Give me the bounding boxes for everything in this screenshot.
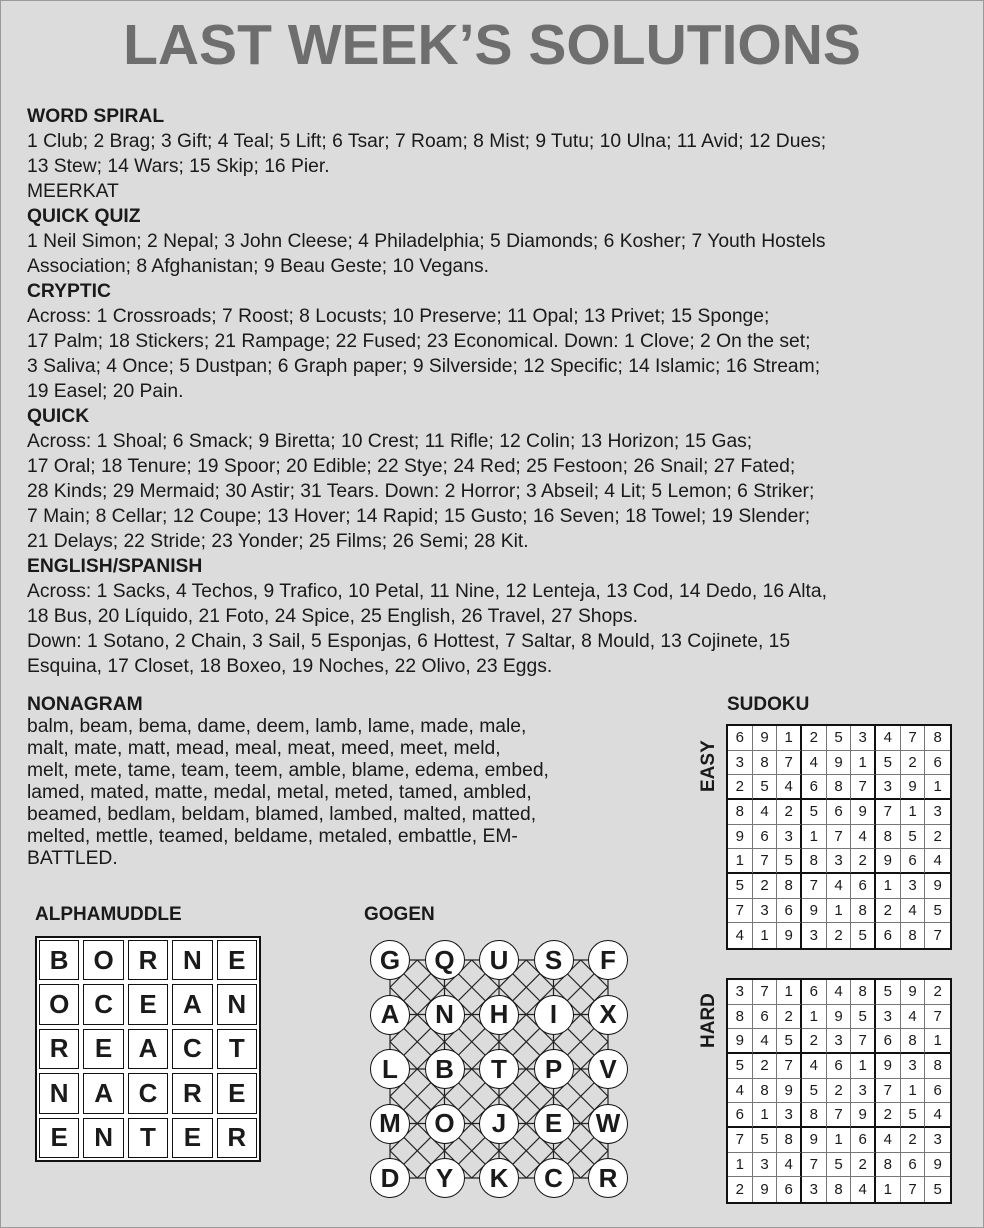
sudoku-cell: 3 xyxy=(876,775,901,800)
sudoku-cell: 3 xyxy=(851,1079,876,1104)
nonagram-line: melted, mettle, teamed, beldame, metaled, embattle, EM- xyxy=(27,826,518,847)
sudoku-cell: 9 xyxy=(802,899,827,924)
sudoku-cell: 2 xyxy=(827,923,852,948)
section-line: 17 Palm; 18 Stickers; 21 Rampage; 22 Fused; 23 Economical. Down: 1 Clove; 2 On the set; xyxy=(27,331,811,352)
nonagram-line: melt, mete, tame, team, teem, amble, blame, edema, embed, xyxy=(27,760,549,781)
sudoku-cell: 5 xyxy=(802,800,827,825)
sudoku-cell: 8 xyxy=(925,726,950,751)
sudoku-cell: 2 xyxy=(777,1005,802,1030)
sudoku-cell: 4 xyxy=(901,1005,926,1030)
sudoku-cell: 7 xyxy=(827,1103,852,1128)
gogen-node: F xyxy=(588,940,628,980)
sudoku-cell: 4 xyxy=(777,775,802,800)
sudoku-cell: 1 xyxy=(728,1153,753,1178)
sudoku-cell: 2 xyxy=(901,751,926,776)
alphamuddle-cell: R xyxy=(128,940,168,980)
sudoku-cell: 9 xyxy=(753,1177,778,1202)
sudoku-cell: 5 xyxy=(802,1079,827,1104)
sudoku-cell: 3 xyxy=(827,849,852,874)
gogen-node: A xyxy=(370,995,410,1035)
sudoku-cell: 5 xyxy=(753,1128,778,1153)
sudoku-cell: 6 xyxy=(851,1128,876,1153)
alphamuddle-cell: E xyxy=(128,984,168,1024)
sudoku-cell: 4 xyxy=(925,1103,950,1128)
section-line: 1 Neil Simon; 2 Nepal; 3 John Cleese; 4 Philadelphia; 5 Diamonds; 6 Kosher; 7 Youth Hostels xyxy=(27,231,826,252)
sudoku-cell: 3 xyxy=(728,751,753,776)
gogen-node: V xyxy=(588,1049,628,1089)
sudoku-cell: 8 xyxy=(851,899,876,924)
sudoku-cell: 1 xyxy=(802,825,827,850)
section-line: 13 Stew; 14 Wars; 15 Skip; 16 Pier. xyxy=(27,156,330,177)
sudoku-cell: 9 xyxy=(925,1153,950,1178)
sudoku-cell: 8 xyxy=(851,980,876,1005)
nonagram-section xyxy=(27,694,667,870)
sudoku-cell: 8 xyxy=(777,1128,802,1153)
sudoku-cell: 3 xyxy=(753,1153,778,1178)
sudoku-cell: 1 xyxy=(925,775,950,800)
sudoku-cell: 4 xyxy=(827,874,852,899)
sudoku-cell: 6 xyxy=(728,1103,753,1128)
alphamuddle-cell: O xyxy=(39,984,79,1024)
sudoku-hard-grid xyxy=(726,978,952,1204)
sudoku-cell: 8 xyxy=(876,825,901,850)
sudoku-cell: 5 xyxy=(728,874,753,899)
sudoku-cell: 1 xyxy=(777,726,802,751)
gogen-node: C xyxy=(534,1158,574,1198)
nonagram-line: balm, beam, bema, dame, deem, lamb, lame, made, male, xyxy=(27,716,527,737)
sudoku-cell: 3 xyxy=(925,800,950,825)
sudoku-cell: 7 xyxy=(777,1054,802,1079)
section-heading: WORD SPIRAL xyxy=(27,106,165,127)
section-line: Across: 1 Sacks, 4 Techos, 9 Trafico, 10 Petal, 11 Nine, 12 Lenteja, 13 Cod, 14 Dedo, 16 Alta, xyxy=(27,581,827,602)
nonagram-line: lamed, mated, matte, medal, metal, meted, tamed, ambled, xyxy=(27,782,532,803)
alphamuddle-cell: C xyxy=(83,984,123,1024)
sudoku-cell: 1 xyxy=(802,1005,827,1030)
sudoku-cell: 3 xyxy=(925,1128,950,1153)
alphamuddle-cell: R xyxy=(217,1118,257,1158)
section-line: Across: 1 Crossroads; 7 Roost; 8 Locusts; 10 Preserve; 11 Opal; 13 Privet; 15 Sponge; xyxy=(27,306,770,327)
sudoku-cell: 5 xyxy=(753,775,778,800)
sudoku-cell: 2 xyxy=(753,1054,778,1079)
sudoku-cell: 3 xyxy=(901,1054,926,1079)
sudoku-cell: 1 xyxy=(753,923,778,948)
sudoku-cell: 3 xyxy=(802,923,827,948)
section-line: 28 Kinds; 29 Mermaid; 30 Astir; 31 Tears. Down: 2 Horror; 3 Abseil; 4 Lit; 5 Lemon; 6 Striker; xyxy=(27,481,815,502)
section-line: Down: 1 Sotano, 2 Chain, 3 Sail, 5 Esponjas, 6 Hottest, 7 Saltar, 8 Mould, 13 Cojinete, 15 xyxy=(27,631,791,652)
sudoku-cell: 8 xyxy=(777,874,802,899)
sudoku-cell: 7 xyxy=(777,751,802,776)
sudoku-cell: 6 xyxy=(876,923,901,948)
gogen-node: D xyxy=(370,1158,410,1198)
sudoku-cell: 1 xyxy=(728,849,753,874)
sudoku-cell: 7 xyxy=(851,775,876,800)
sudoku-cell: 5 xyxy=(901,825,926,850)
alphamuddle-cell: N xyxy=(217,984,257,1024)
sudoku-cell: 9 xyxy=(753,726,778,751)
sudoku-cell: 1 xyxy=(753,1103,778,1128)
sudoku-cell: 1 xyxy=(876,1177,901,1202)
gogen-node: B xyxy=(425,1049,465,1089)
sudoku-cell: 1 xyxy=(901,1079,926,1104)
sudoku-cell: 6 xyxy=(901,849,926,874)
gogen-node: J xyxy=(479,1104,519,1144)
sudoku-cell: 2 xyxy=(851,849,876,874)
sudoku-cell: 2 xyxy=(802,1029,827,1054)
sudoku-cell: 1 xyxy=(851,1054,876,1079)
sudoku-cell: 8 xyxy=(827,775,852,800)
sudoku-cell: 5 xyxy=(933,1181,942,1199)
alphamuddle-cell: E xyxy=(217,940,257,980)
solutions-text xyxy=(27,104,967,679)
sudoku-hard-label: HARD xyxy=(698,993,719,1048)
sudoku-cell: 2 xyxy=(876,899,901,924)
sudoku-cell: 6 xyxy=(901,1153,926,1178)
sudoku-cell: 8 xyxy=(753,1079,778,1104)
sudoku-cell: 9 xyxy=(851,1103,876,1128)
sudoku-cell: 2 xyxy=(728,1177,753,1202)
gogen-node: N xyxy=(425,995,465,1035)
sudoku-cell: 3 xyxy=(827,1029,852,1054)
sudoku-cell: 5 xyxy=(876,751,901,776)
sudoku-cell: 4 xyxy=(728,923,753,948)
alphamuddle-cell: O xyxy=(83,940,123,980)
sudoku-cell: 7 xyxy=(901,1177,926,1202)
sudoku-cell: 9 xyxy=(876,1054,901,1079)
sudoku-cell: 7 xyxy=(933,927,942,945)
gogen-node: M xyxy=(370,1104,410,1144)
alphamuddle-cell: E xyxy=(172,1118,212,1158)
sudoku-cell: 8 xyxy=(876,1153,901,1178)
gogen-node: P xyxy=(534,1049,574,1089)
sudoku-cell: 1 xyxy=(851,751,876,776)
sudoku-easy-grid xyxy=(726,724,952,950)
sudoku-cell: 7 xyxy=(827,825,852,850)
sudoku-cell: 9 xyxy=(728,825,753,850)
sudoku-cell: 7 xyxy=(851,1029,876,1054)
section-line: 18 Bus, 20 Líquido, 21 Foto, 24 Spice, 25 English, 26 Travel, 27 Shops. xyxy=(27,606,638,627)
alphamuddle-cell: C xyxy=(172,1029,212,1069)
alphamuddle-cell: C xyxy=(128,1073,168,1113)
section-line: 19 Easel; 20 Pain. xyxy=(27,381,184,402)
sudoku-cell: 5 xyxy=(901,1103,926,1128)
sudoku-cell: 8 xyxy=(901,923,926,948)
sudoku-cell: 7 xyxy=(728,899,753,924)
sudoku-cell: 6 xyxy=(851,874,876,899)
sudoku-cell: 6 xyxy=(827,800,852,825)
sudoku-cell: 6 xyxy=(777,1177,802,1202)
sudoku-cell: 3 xyxy=(901,874,926,899)
sudoku-cell: 3 xyxy=(876,1005,901,1030)
sudoku-cell: 4 xyxy=(802,751,827,776)
sudoku-cell: 8 xyxy=(802,849,827,874)
section-heading: QUICK QUIZ xyxy=(27,206,141,227)
sudoku-cell: 4 xyxy=(876,1128,901,1153)
sudoku-cell: 1 xyxy=(777,980,802,1005)
section-heading: QUICK xyxy=(27,406,90,427)
sudoku-cell: 4 xyxy=(851,825,876,850)
alphamuddle-heading: ALPHAMUDDLE xyxy=(35,904,182,925)
sudoku-cell: 6 xyxy=(802,775,827,800)
section-line: 21 Delays; 22 Stride; 23 Yonder; 25 Films; 26 Semi; 28 Kit. xyxy=(27,531,529,552)
sudoku-cell: 8 xyxy=(728,800,753,825)
sudoku-cell: 6 xyxy=(728,726,753,751)
alphamuddle-cell: N xyxy=(172,940,212,980)
sudoku-cell: 2 xyxy=(901,1128,926,1153)
sudoku-cell: 2 xyxy=(827,1079,852,1104)
sudoku-cell: 5 xyxy=(728,1054,753,1079)
sudoku-cell: 2 xyxy=(851,1153,876,1178)
sudoku-cell: 1 xyxy=(827,899,852,924)
section-line: 1 Club; 2 Brag; 3 Gift; 4 Teal; 5 Lift; 6 Tsar; 7 Roam; 8 Mist; 9 Tutu; 10 Ulna; 11 Avid; 12 Dues; xyxy=(27,131,827,152)
gogen-node: L xyxy=(370,1049,410,1089)
sudoku-cell: 5 xyxy=(876,980,901,1005)
sudoku-cell: 3 xyxy=(851,726,876,751)
gogen-node: G xyxy=(370,940,410,980)
sudoku-cell: 7 xyxy=(753,849,778,874)
sudoku-cell: 6 xyxy=(777,899,802,924)
sudoku-cell: 8 xyxy=(827,1177,852,1202)
sudoku-cell: 9 xyxy=(802,1128,827,1153)
section-line: Across: 1 Shoal; 6 Smack; 9 Biretta; 10 Crest; 11 Rifle; 12 Colin; 13 Horizon; 15 Gas; xyxy=(27,431,753,452)
sudoku-cell: 7 xyxy=(876,800,901,825)
gogen-heading: GOGEN xyxy=(364,904,435,925)
sudoku-cell: 4 xyxy=(925,849,950,874)
section-heading: ENGLISH/SPANISH xyxy=(27,556,203,577)
section-line: Esquina, 17 Closet, 18 Boxeo, 19 Noches, 22 Olivo, 23 Eggs. xyxy=(27,656,553,677)
sudoku-cell: 1 xyxy=(925,1029,950,1054)
sudoku-cell: 2 xyxy=(753,874,778,899)
sudoku-cell: 5 xyxy=(777,1029,802,1054)
nonagram-line: malt, mate, matt, mead, meal, meat, meed, meet, meld, xyxy=(27,738,501,759)
sudoku-cell: 6 xyxy=(827,1054,852,1079)
sudoku-cell: 7 xyxy=(802,874,827,899)
gogen-node: O xyxy=(425,1104,465,1144)
alphamuddle-cell: T xyxy=(217,1029,257,1069)
section-line: 3 Saliva; 4 Once; 5 Dustpan; 6 Graph paper; 9 Silverside; 12 Specific; 14 Islamic; 16 Stream; xyxy=(27,356,821,377)
sudoku-cell: 9 xyxy=(901,775,926,800)
gogen-node: W xyxy=(588,1104,628,1144)
sudoku-cell: 6 xyxy=(925,751,950,776)
alphamuddle-cell: T xyxy=(128,1118,168,1158)
sudoku-cell: 9 xyxy=(827,1005,852,1030)
sudoku-cell: 9 xyxy=(925,874,950,899)
sudoku-cell: 4 xyxy=(753,1029,778,1054)
sudoku-cell: 2 xyxy=(925,825,950,850)
sudoku-cell: 3 xyxy=(802,1177,827,1202)
sudoku-cell: 3 xyxy=(777,825,802,850)
gogen-node: Q xyxy=(425,940,465,980)
page-title: LAST WEEK’S SOLUTIONS xyxy=(123,13,861,77)
alphamuddle-cell: A xyxy=(83,1073,123,1113)
section-heading: CRYPTIC xyxy=(27,281,111,302)
gogen-node: R xyxy=(588,1158,628,1198)
sudoku-cell: 1 xyxy=(876,874,901,899)
nonagram-heading: NONAGRAM xyxy=(27,694,143,715)
sudoku-cell: 7 xyxy=(728,1128,753,1153)
gogen-node: H xyxy=(479,995,519,1035)
sudoku-cell: 4 xyxy=(876,726,901,751)
sudoku-cell: 4 xyxy=(753,800,778,825)
sudoku-cell: 4 xyxy=(851,1177,876,1202)
sudoku-cell: 2 xyxy=(925,980,950,1005)
sudoku-cell: 7 xyxy=(802,1153,827,1178)
sudoku-cell: 8 xyxy=(901,1029,926,1054)
alphamuddle-cell: E xyxy=(39,1118,79,1158)
sudoku-cell: 4 xyxy=(777,1153,802,1178)
sudoku-cell: 9 xyxy=(777,1079,802,1104)
sudoku-cell: 6 xyxy=(753,825,778,850)
alphamuddle-grid xyxy=(35,936,261,1162)
alphamuddle-cell: N xyxy=(39,1073,79,1113)
alphamuddle-cell: N xyxy=(83,1118,123,1158)
sudoku-cell: 6 xyxy=(753,1005,778,1030)
nonagram-line: beamed, bedlam, beldam, blamed, lambed, malted, matted, xyxy=(27,804,537,825)
sudoku-cell: 3 xyxy=(777,1103,802,1128)
alphamuddle-cell: B xyxy=(39,940,79,980)
sudoku-cell: 3 xyxy=(753,899,778,924)
sudoku-cell: 7 xyxy=(876,1079,901,1104)
sudoku-cell: 8 xyxy=(753,751,778,776)
sudoku-cell: 6 xyxy=(802,980,827,1005)
gogen-node: X xyxy=(588,995,628,1035)
sudoku-cell: 5 xyxy=(925,899,950,924)
sudoku-cell: 9 xyxy=(876,849,901,874)
sudoku-cell: 1 xyxy=(827,1128,852,1153)
sudoku-cell: 8 xyxy=(802,1103,827,1128)
gogen-node: E xyxy=(534,1104,574,1144)
sudoku-cell: 9 xyxy=(901,980,926,1005)
gogen-node: T xyxy=(479,1049,519,1089)
sudoku-cell: 6 xyxy=(925,1079,950,1104)
sudoku-cell: 4 xyxy=(728,1079,753,1104)
alphamuddle-cell: A xyxy=(172,984,212,1024)
gogen-node: S xyxy=(534,940,574,980)
section-line: 7 Main; 8 Cellar; 12 Coupe; 13 Hover; 14 Rapid; 15 Gusto; 16 Seven; 18 Towel; 19 Slender; xyxy=(27,506,811,527)
sudoku-heading: SUDOKU xyxy=(727,694,810,715)
sudoku-cell: 8 xyxy=(728,1005,753,1030)
sudoku-cell: 9 xyxy=(827,751,852,776)
sudoku-cell: 4 xyxy=(802,1054,827,1079)
sudoku-cell: 1 xyxy=(901,800,926,825)
alphamuddle-cell: E xyxy=(83,1029,123,1069)
gogen-grid xyxy=(368,938,630,1194)
alphamuddle-cell: A xyxy=(128,1029,168,1069)
gogen-node: Y xyxy=(425,1158,465,1198)
section-line: 17 Oral; 18 Tenure; 19 Spoor; 20 Edible; 22 Stye; 24 Red; 25 Festoon; 26 Snail; 27 Fated; xyxy=(27,456,796,477)
sudoku-cell: 4 xyxy=(901,899,926,924)
sudoku-cell: 4 xyxy=(827,980,852,1005)
gogen-node: K xyxy=(479,1158,519,1198)
sudoku-easy-label: EASY xyxy=(698,740,719,792)
sudoku-cell: 2 xyxy=(876,1103,901,1128)
sudoku-cell: 7 xyxy=(901,726,926,751)
alphamuddle-cell: E xyxy=(217,1073,257,1113)
sudoku-cell: 5 xyxy=(777,849,802,874)
sudoku-cell: 2 xyxy=(802,726,827,751)
section-line: Association; 8 Afghanistan; 9 Beau Geste; 10 Vegans. xyxy=(27,256,489,277)
sudoku-cell: 5 xyxy=(851,923,876,948)
sudoku-cell: 3 xyxy=(728,980,753,1005)
sudoku-cell: 5 xyxy=(827,726,852,751)
sudoku-cell: 6 xyxy=(876,1029,901,1054)
sudoku-cell: 5 xyxy=(827,1153,852,1178)
gogen-node: U xyxy=(479,940,519,980)
sudoku-cell: 9 xyxy=(851,800,876,825)
sudoku-cell: 2 xyxy=(777,800,802,825)
alphamuddle-cell: R xyxy=(172,1073,212,1113)
sudoku-cell: 9 xyxy=(777,923,802,948)
sudoku-cell: 5 xyxy=(851,1005,876,1030)
sudoku-cell: 2 xyxy=(728,775,753,800)
nonagram-line: BATTLED. xyxy=(27,848,118,869)
gogen-node: I xyxy=(534,995,574,1035)
sudoku-cell: 8 xyxy=(925,1054,950,1079)
sudoku-cell: 7 xyxy=(925,1005,950,1030)
sudoku-cell: 7 xyxy=(753,980,778,1005)
sudoku-cell: 9 xyxy=(728,1029,753,1054)
alphamuddle-cell: R xyxy=(39,1029,79,1069)
section-line: MEERKAT xyxy=(27,181,119,202)
